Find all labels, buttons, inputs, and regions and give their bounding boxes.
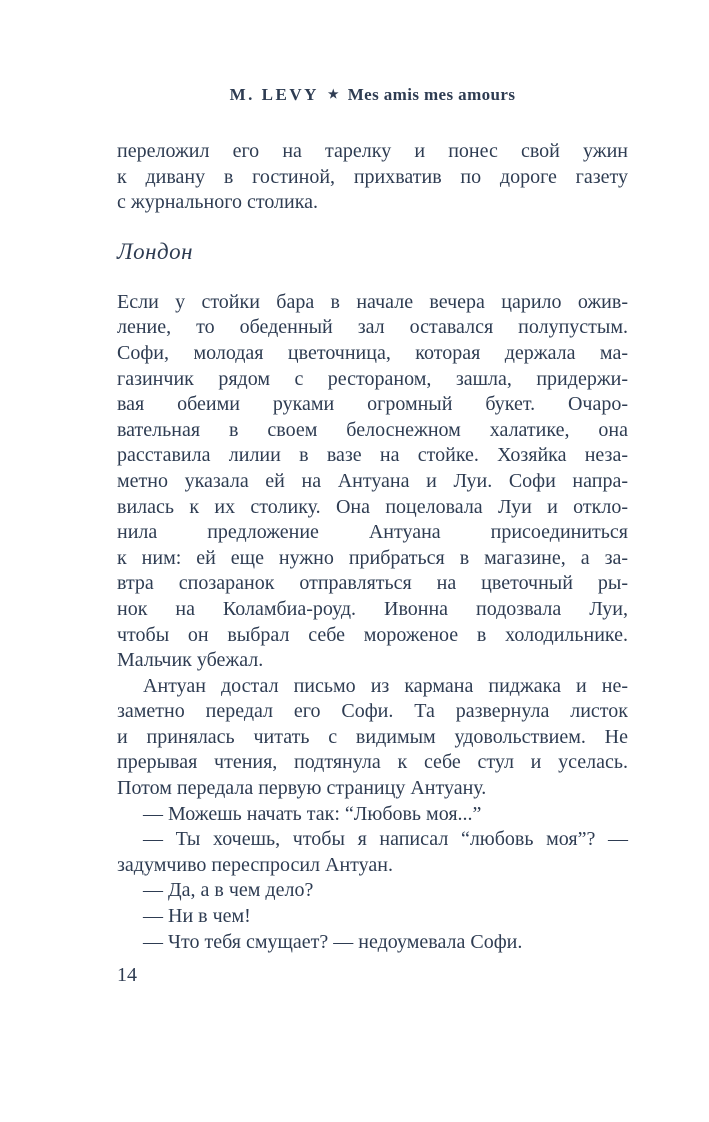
page-number: 14 — [117, 964, 137, 986]
dialogue-line — [117, 904, 628, 930]
text-line: Антуан достал письмо из кармана пиджака и не- — [143, 674, 628, 697]
text-line: заметно передал его Софи. Та развернула листок — [117, 700, 628, 723]
text-line: — Ни в чем! — [143, 905, 251, 928]
text-line: Мальчик убежал. — [117, 649, 264, 672]
text-line: и принялась читать с видимым удовольствием. Не — [117, 725, 628, 748]
star-icon: ★ — [327, 87, 339, 101]
author-name: M. LEVY — [229, 85, 319, 104]
text-line: вательная в своем белоснежном халатике, она — [117, 418, 628, 441]
text-line: газинчик рядом с рестораном, зашла, придержи- — [117, 367, 628, 390]
dialogue-line — [117, 802, 628, 828]
book-title: Mes amis mes amours — [347, 85, 516, 104]
text-line: втра спозаранок отправляться на цветочный ры- — [117, 572, 628, 595]
dialogue-line — [117, 878, 628, 904]
text-line: вилась к их столику. Она поцеловала Луи и откло- — [117, 495, 628, 518]
text-line: к ним: ей еще нужно прибраться в магазине, а за- — [117, 546, 628, 569]
dialogue-line — [117, 827, 628, 878]
text-line: нила предложение Антуана присоединиться — [117, 521, 628, 544]
text-line: с журнального столика. — [117, 191, 319, 214]
text-line: нок на Коламбиа-роуд. Ивонна подозвала Луи, — [117, 597, 628, 620]
text-line: чтобы он выбрал себе мороженое в холодильнике. — [117, 623, 628, 646]
text-line: прерывая чтения, подтянула к себе стул и уселась. — [117, 751, 628, 774]
paragraph — [117, 290, 628, 674]
text-line: задумчиво переспросил Антуан. — [117, 853, 393, 876]
text-line: Потом передала первую страницу Антуану. — [117, 777, 487, 800]
dialogue-line — [117, 930, 628, 956]
text-line: ление, то обеденный зал оставался полупустым. — [117, 316, 628, 339]
text-line: — Что тебя смущает? — недоумевала Софи. — [143, 930, 523, 953]
text-line: переложил его на тарелку и понес свой ужин — [117, 140, 628, 162]
text-line: — Ты хочешь, чтобы я написал “любовь моя”? — — [143, 828, 628, 851]
text-line: расставила лилии в вазе на стойке. Хозяйка неза- — [117, 444, 628, 467]
text-line: Софи, молодая цветочница, которая держала ма- — [117, 341, 628, 364]
paragraph-continuation — [117, 139, 628, 216]
running-header — [117, 85, 628, 105]
paragraph — [117, 674, 628, 802]
page-body — [117, 139, 628, 955]
text-line: вая обеими руками огромный букет. Очаро- — [117, 393, 628, 416]
section-heading: Лондон — [117, 238, 194, 264]
text-line: — Можешь начать так: “Любовь моя...” — [143, 802, 482, 825]
text-line: — Да, а в чем дело? — [143, 879, 314, 902]
text-line: метно указала ей на Антуана и Луи. Софи напра- — [117, 469, 628, 492]
text-line: Если у стойки бара в начале вечера царило ожив- — [117, 290, 628, 313]
text-line: к дивану в гостиной, прихватив по дороге газету — [117, 165, 628, 188]
